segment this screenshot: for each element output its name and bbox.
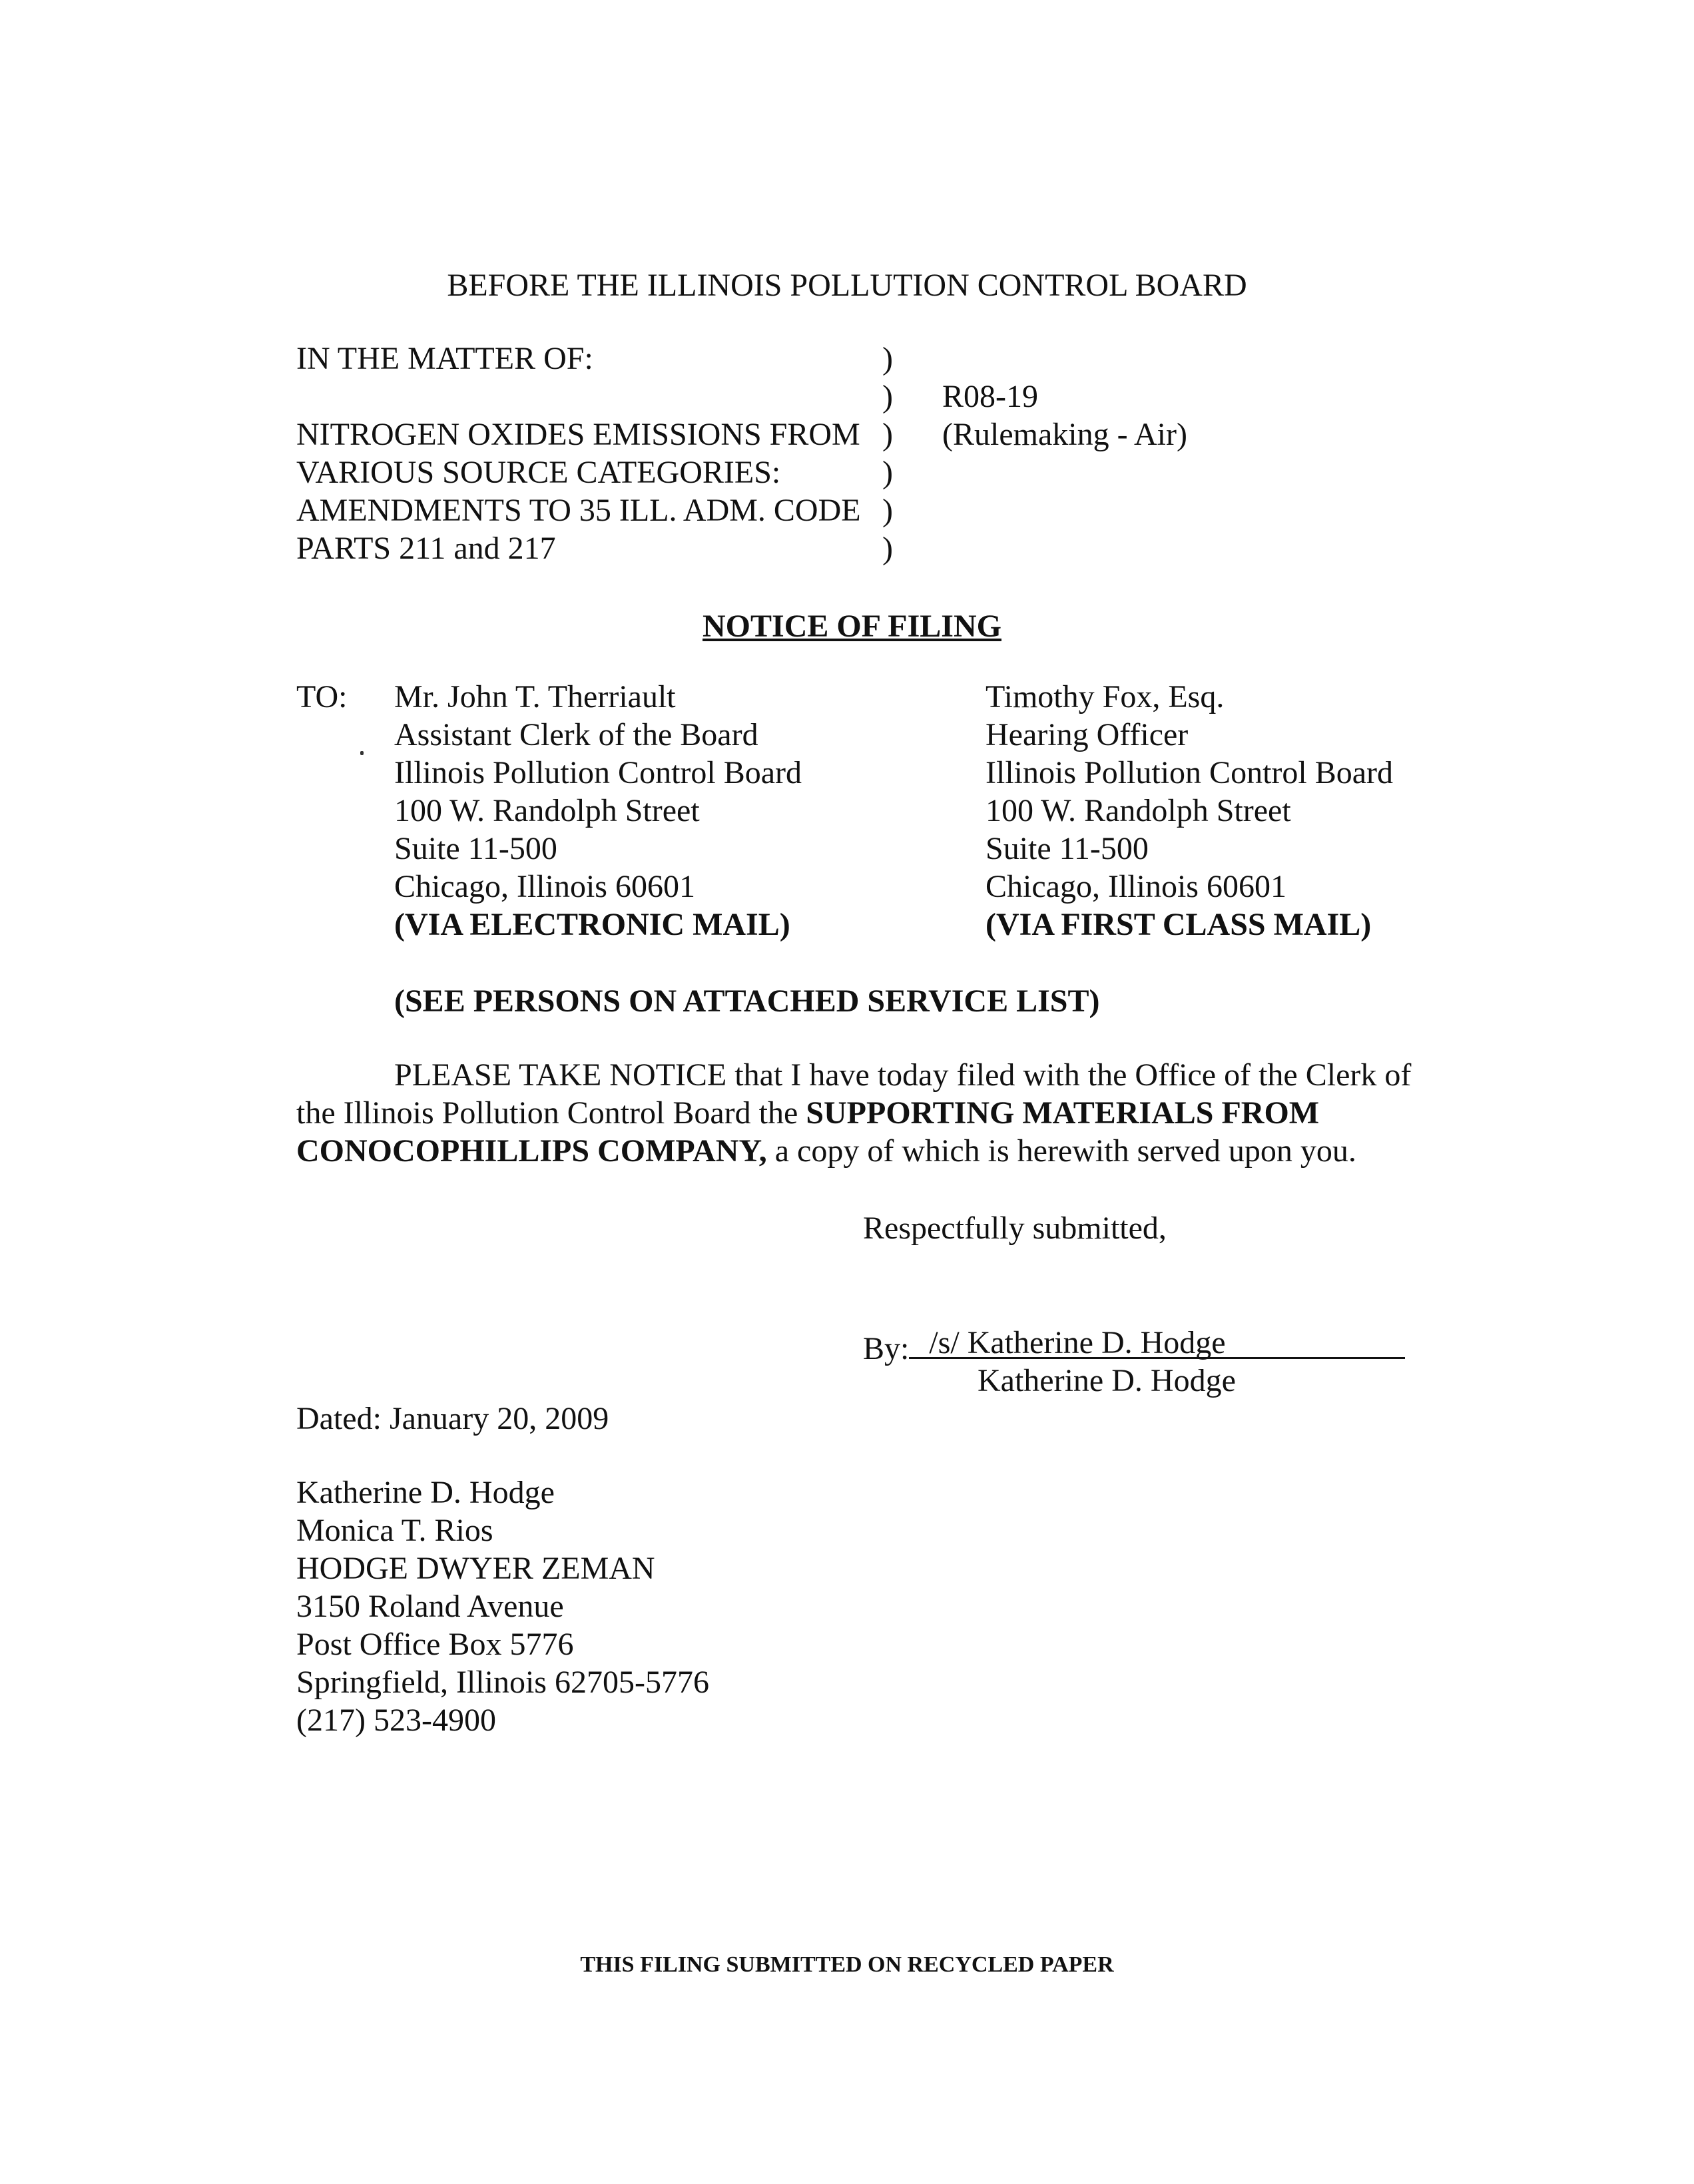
firm-contact-block	[296, 1474, 709, 1739]
signer-name: Katherine D. Hodge	[978, 1363, 1236, 1398]
address-line: Suite 11-500	[394, 831, 557, 866]
scan-speck	[360, 751, 364, 755]
caption-left: NITROGEN OXIDES EMISSIONS FROM	[296, 417, 860, 452]
address-line: Timothy Fox, Esq.	[986, 679, 1225, 714]
caption-left	[296, 378, 882, 415]
caption-right	[942, 453, 1342, 491]
caption-row	[296, 415, 1362, 453]
caption-right	[942, 529, 1342, 567]
contact-line: Post Office Box 5776	[296, 1627, 574, 1662]
caption-paren: )	[882, 341, 893, 376]
caption-left: VARIOUS SOURCE CATEGORIES:	[296, 455, 781, 490]
recipient-clerk	[394, 678, 802, 944]
contact-line: 3150 Roland Avenue	[296, 1589, 564, 1624]
address-line: Hearing Officer	[986, 717, 1189, 752]
paragraph-text: a copy of which is herewith served upon you.	[766, 1133, 1356, 1169]
caption-left: IN THE MATTER OF:	[296, 341, 593, 376]
paragraph-line	[296, 1094, 1468, 1132]
address-line: 100 W. Randolph Street	[394, 793, 700, 828]
paragraph-line	[296, 1132, 1468, 1170]
date-line: Dated: January 20, 2009	[296, 1401, 609, 1436]
document-title: SUPPORTING MATERIALS FROM	[806, 1095, 1320, 1131]
recycled-paper-footer: THIS FILING SUBMITTED ON RECYCLED PAPER	[580, 1952, 1114, 1977]
caption-row	[296, 529, 1362, 567]
address-line: Mr. John T. Therriault	[394, 679, 676, 714]
address-line: Illinois Pollution Control Board	[986, 755, 1394, 790]
address-line: Chicago, Illinois 60601	[394, 869, 695, 904]
board-heading: BEFORE THE ILLINOIS POLLUTION CONTROL BOARD	[447, 268, 1247, 303]
paragraph-line: PLEASE TAKE NOTICE that I have today filed with the Office of the Clerk of	[394, 1057, 1412, 1093]
case-type: (Rulemaking - Air)	[942, 417, 1187, 452]
contact-line: Springfield, Illinois 62705-5776	[296, 1665, 709, 1700]
caption-row	[296, 491, 1362, 529]
caption-right	[942, 491, 1342, 529]
caption-row	[296, 378, 1362, 415]
contact-line: (217) 523-4900	[296, 1703, 496, 1738]
case-number: R08-19	[942, 379, 1038, 414]
signature-underline	[909, 1324, 1405, 1359]
address-line: Assistant Clerk of the Board	[394, 717, 758, 752]
caption-paren: )	[882, 379, 893, 414]
case-caption	[296, 340, 1362, 567]
electronic-signature: /s/ Katherine D. Hodge	[929, 1325, 1226, 1360]
address-line: Illinois Pollution Control Board	[394, 755, 802, 790]
notice-paragraph	[296, 1056, 1468, 1170]
caption-paren: )	[882, 531, 893, 566]
to-label: TO:	[296, 679, 348, 714]
delivery-method: (VIA ELECTRONIC MAIL)	[394, 907, 790, 942]
address-line: Chicago, Illinois 60601	[986, 869, 1286, 904]
caption-row	[296, 453, 1362, 491]
company-name: CONOCOPHILLIPS COMPANY,	[296, 1133, 767, 1169]
caption-row	[296, 340, 1362, 378]
caption-right	[942, 340, 1342, 378]
contact-line: Monica T. Rios	[296, 1513, 493, 1548]
service-list-note: (SEE PERSONS ON ATTACHED SERVICE LIST)	[394, 983, 1100, 1019]
address-line: 100 W. Randolph Street	[986, 793, 1291, 828]
caption-paren: )	[882, 455, 893, 490]
caption-paren: )	[882, 417, 893, 452]
by-label: By:	[863, 1331, 910, 1366]
contact-line: HODGE DWYER ZEMAN	[296, 1551, 655, 1586]
caption-paren: )	[882, 493, 893, 528]
closing: Respectfully submitted,	[863, 1211, 1167, 1246]
recipient-hearing-officer	[986, 678, 1393, 944]
paragraph-text: the Illinois Pollution Control Board the	[296, 1095, 806, 1131]
contact-line: Katherine D. Hodge	[296, 1475, 555, 1510]
caption-left: PARTS 211 and 217	[296, 531, 556, 566]
notice-title: NOTICE OF FILING	[703, 609, 1001, 644]
caption-left: AMENDMENTS TO 35 ILL. ADM. CODE	[296, 493, 861, 528]
address-line: Suite 11-500	[986, 831, 1149, 866]
delivery-method: (VIA FIRST CLASS MAIL)	[986, 907, 1372, 942]
